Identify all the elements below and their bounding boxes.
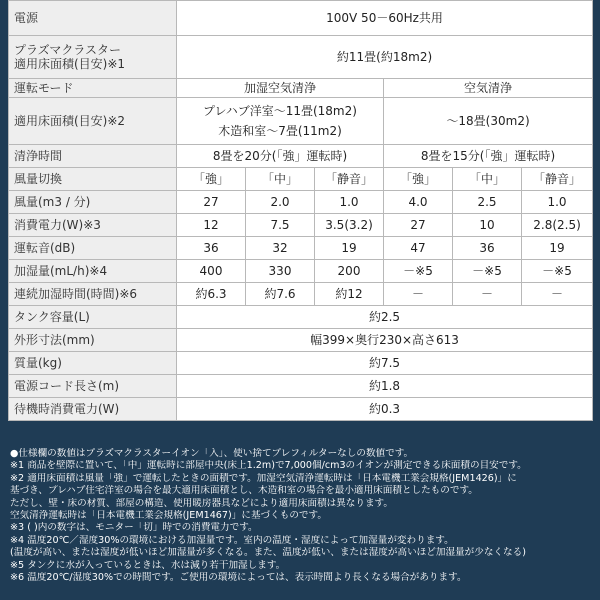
cleaning-humid: 8畳を20分(「強」運転時)	[177, 145, 384, 168]
footnote-line: 基づき、プレハブ住宅洋室の場合を最大適用床面積とし、木造和室の場合を最小適用床面積としたものです。	[10, 485, 478, 497]
floor-label: 適用床面積(目安)※2	[9, 98, 177, 145]
mode-humid: 加湿空気清浄	[177, 79, 384, 98]
plasma-value: 約11畳(約18m2)	[177, 36, 593, 79]
row-power	[9, 1, 593, 36]
footnote-line: (温度が高い、または湿度が低いほど加湿量が多くなる。また、温度が低い、または湿度が高いほど加湿量が少なくなる)	[10, 547, 526, 559]
humidification-value: －※5	[384, 260, 453, 283]
noise-value: 47	[384, 237, 453, 260]
floor-humid-line2: 木造和室～7畳(11m2)	[218, 124, 342, 138]
noise-value: 36	[453, 237, 522, 260]
mode-label: 運転モード	[9, 79, 177, 98]
power-consumption-value: 2.8(2.5)	[522, 214, 593, 237]
fan-label: 風量切換	[9, 168, 177, 191]
tank-value: 約2.5	[177, 306, 593, 329]
airflow-value: 27	[177, 191, 246, 214]
plasma-label-line2: 適用床面積(目安)※1	[14, 57, 126, 71]
airflow-label: 風量(m3 / 分)	[9, 191, 177, 214]
row-fan-levels	[9, 168, 593, 191]
weight-label: 質量(kg)	[9, 352, 177, 375]
size-label: 外形寸法(mm)	[9, 329, 177, 352]
continuous-time-label: 連続加湿時間(時間)※6	[9, 283, 177, 306]
airflow-value: 1.0	[522, 191, 593, 214]
fan-level: 「静音」	[522, 168, 593, 191]
plasma-label	[9, 36, 177, 79]
row-weight	[9, 352, 593, 375]
airflow-value: 1.0	[315, 191, 384, 214]
continuous-time-value: 約6.3	[177, 283, 246, 306]
row-cleaning-time	[9, 145, 593, 168]
tank-label: タンク容量(L)	[9, 306, 177, 329]
row-mode	[9, 79, 593, 98]
floor-clean: ～18畳(30m2)	[384, 98, 593, 145]
airflow-value: 2.5	[453, 191, 522, 214]
size-value: 幅399×奥行230×高さ613	[177, 329, 593, 352]
noise-value: 19	[315, 237, 384, 260]
noise-value: 36	[177, 237, 246, 260]
humidification-value: 330	[246, 260, 315, 283]
fan-level: 「中」	[453, 168, 522, 191]
row-noise	[9, 237, 593, 260]
noise-label: 運転音(dB)	[9, 237, 177, 260]
footnote-line: ※6 温度20℃/湿度30%での時間です。ご使用の環境によっては、表示時間より長くなる場合があります。	[10, 572, 467, 584]
row-standby	[9, 398, 593, 421]
spec-table-container	[8, 0, 592, 421]
power-consumption-value: 12	[177, 214, 246, 237]
humidification-label: 加湿量(mL/h)※4	[9, 260, 177, 283]
power-consumption-value: 10	[453, 214, 522, 237]
fan-level: 「中」	[246, 168, 315, 191]
standby-value: 約0.3	[177, 398, 593, 421]
mode-clean: 空気清浄	[384, 79, 593, 98]
cord-value: 約1.8	[177, 375, 593, 398]
floor-humid-line1: プレハブ洋室～11畳(18m2)	[203, 104, 357, 118]
continuous-time-value: 約12	[315, 283, 384, 306]
power-consumption-value: 27	[384, 214, 453, 237]
row-airflow	[9, 191, 593, 214]
plasma-label-line1: プラズマクラスター	[14, 43, 122, 57]
power-value: 100V 50－60Hz共用	[177, 1, 593, 36]
spec-table	[8, 0, 593, 421]
power-label: 電源	[9, 1, 177, 36]
floor-humid	[177, 98, 384, 145]
power-consumption-value: 7.5	[246, 214, 315, 237]
continuous-time-value: －	[453, 283, 522, 306]
airflow-value: 4.0	[384, 191, 453, 214]
row-size	[9, 329, 593, 352]
humidification-value: －※5	[453, 260, 522, 283]
noise-value: 19	[522, 237, 593, 260]
standby-label: 待機時消費電力(W)	[9, 398, 177, 421]
row-continuous-time	[9, 283, 593, 306]
humidification-value: 400	[177, 260, 246, 283]
footnote-line: ※1 商品を壁際に置いて、「中」運転時に部屋中央(床上1.2m)で7,000個/cm3のイオンが測定できる床面積の目安です。	[10, 460, 527, 472]
footnote-line: ※3 ( )内の数字は、モニター「切」時での消費電力です。	[10, 522, 258, 534]
footnote-line: 空気清浄運転時は「日本電機工業会規格(JEM1467)」に基づくものです。	[10, 510, 327, 522]
fan-level: 「静音」	[315, 168, 384, 191]
row-cord	[9, 375, 593, 398]
continuous-time-value: －	[384, 283, 453, 306]
row-humidification	[9, 260, 593, 283]
cord-label: 電源コード長さ(m)	[9, 375, 177, 398]
airflow-value: 2.0	[246, 191, 315, 214]
cleaning-label: 清浄時間	[9, 145, 177, 168]
humidification-value: －※5	[522, 260, 593, 283]
row-tank	[9, 306, 593, 329]
footnotes	[10, 448, 592, 584]
fan-level: 「強」	[384, 168, 453, 191]
footnote-line: ●仕様欄の数値はプラズマクラスターイオン「入」、使い捨てプレフィルターなしの数値です。	[10, 448, 414, 459]
cleaning-clean: 8畳を15分(「強」運転時)	[384, 145, 593, 168]
power-consumption-label: 消費電力(W)※3	[9, 214, 177, 237]
power-consumption-value: 3.5(3.2)	[315, 214, 384, 237]
row-floor-area	[9, 98, 593, 145]
row-power-consumption	[9, 214, 593, 237]
footnote-line: ただし、壁・床の材質、部屋の構造、使用暖房器具などにより適用床面積は異なります。	[10, 497, 393, 509]
continuous-time-value: －	[522, 283, 593, 306]
fan-level: 「強」	[177, 168, 246, 191]
continuous-time-value: 約7.6	[246, 283, 315, 306]
footnote-line: ※5 タンクに水が入っているときは、水は減り若干加湿します。	[10, 559, 286, 571]
footnote-line: ※4 温度20℃／湿度30%の環境における加湿量です。室内の温度・湿度によって加湿量が変わります。	[10, 534, 454, 546]
weight-value: 約7.5	[177, 352, 593, 375]
humidification-value: 200	[315, 260, 384, 283]
row-plasma-area	[9, 36, 593, 79]
footnote-line: ※2 適用床面積は風量「強」で運転したときの面積です。加湿空気清浄運転時は「日本電機工業会規格(JEM1426)」に	[10, 472, 517, 484]
noise-value: 32	[246, 237, 315, 260]
